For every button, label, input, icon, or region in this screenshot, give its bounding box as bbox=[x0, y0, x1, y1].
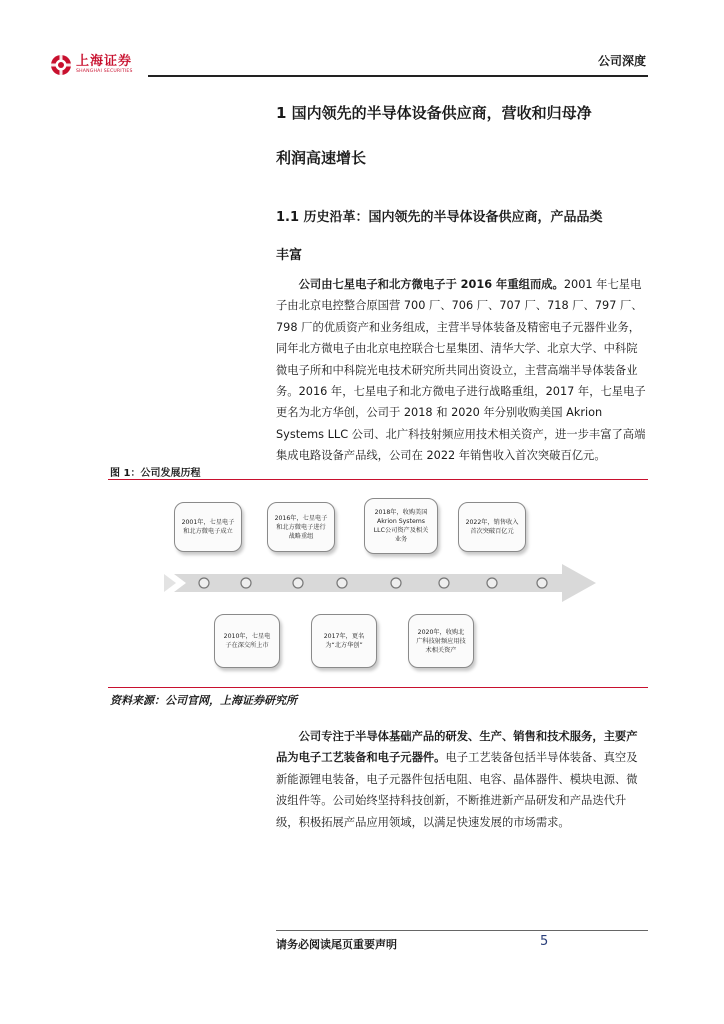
history-paragraph-body: 2001 年七星电子由北京电控整合原国营 700 厂、706 厂、707 厂、718 厂、797 厂、798 厂的优质资产和业务组成，主营半导体装备及精密电子元器件业务，同年北方微电子由北京电控联合七星集团、清华大学、北京大学、中科院微电子所和中科院光电技术研究所共同出资设立，主营高端半导体装备业务。2016 年，七星电子和北方微电子进行战略重组，2017 年，七星电子更名为北方华创，公司于 2018 和 2020 年分别收购美国 Akrion Systems LLC 公司、北广科技射频应用技术相关资产，进一步丰富了高端集成电路设备产品线，公司在 2022 年销售收入首次突破百亿元。 bbox=[276, 278, 646, 463]
section-1-1-title-line-1: 1.1 历史沿革：国内领先的半导体设备供应商，产品品类 bbox=[276, 210, 603, 225]
company-logo bbox=[50, 54, 133, 76]
timeline-arrow-body bbox=[174, 564, 596, 602]
section-1-1-title-line-2: 丰富 bbox=[276, 248, 303, 263]
footer-disclaimer: 请务必阅读尾页重要声明 bbox=[276, 938, 397, 951]
logo-mark-icon bbox=[50, 54, 72, 76]
timeline-event-2017: 2017年，更名为“北方华创” bbox=[311, 614, 377, 668]
business-paragraph bbox=[276, 726, 648, 833]
timeline-dot bbox=[293, 578, 303, 588]
logo-text-cn: 上海证券 bbox=[76, 54, 133, 69]
business-paragraph-lead: 公司专注于半导体基础产品的研发、生产、销售和技术服务，主要产品为电子工艺装备和电子元器件。 bbox=[276, 730, 638, 765]
report-type-label: 公司深度 bbox=[597, 54, 646, 68]
section-1-title-line-1: 1 国内领先的半导体设备供应商，营收和归母净 bbox=[276, 104, 592, 122]
timeline-dot bbox=[199, 578, 209, 588]
section-1-title-line-2: 利润高速增长 bbox=[276, 149, 367, 167]
timeline-event-2001: 2001年，七星电子和北方微电子成立 bbox=[174, 502, 242, 552]
figure-top-rule bbox=[108, 479, 648, 480]
history-paragraph bbox=[276, 274, 648, 467]
timeline-dot bbox=[337, 578, 347, 588]
footer-divider bbox=[276, 930, 648, 931]
timeline-event-2010: 2010年，七星电子在深交所上市 bbox=[214, 614, 280, 668]
timeline-arrow-tail bbox=[164, 574, 176, 592]
timeline-event-2016: 2016年，七星电子和北方微电子进行战略重组 bbox=[267, 502, 335, 552]
business-paragraph-body: 电子工艺装备包括半导体装备、真空及新能源锂电装备，电子元器件包括电阻、电容、晶体器件、模块电源、微波组件等。公司始终坚持科技创新，不断推进新产品研发和产品迭代升级，积极拓展产品应用领域，以满足快速发展的市场需求。 bbox=[276, 751, 638, 829]
timeline-arrow bbox=[162, 560, 598, 606]
timeline-dot bbox=[439, 578, 449, 588]
timeline-dot bbox=[487, 578, 497, 588]
timeline-dot bbox=[391, 578, 401, 588]
logo-text-en: SHANGHAI SECURITIES bbox=[76, 69, 133, 74]
timeline-event-2022: 2022年，销售收入首次突破百亿元 bbox=[458, 502, 526, 552]
figure-bottom-rule bbox=[108, 687, 648, 688]
timeline-dot bbox=[241, 578, 251, 588]
timeline-event-2018: 2018年，收购美国 Akrion Systems LLC公司资产及相关业务 bbox=[364, 498, 438, 554]
figure-1-source: 资料来源：公司官网，上海证券研究所 bbox=[110, 694, 297, 707]
figure-1-title: 图 1：公司发展历程 bbox=[110, 468, 201, 479]
timeline-event-2020: 2020年，收购北广科技射频应用技术相关资产 bbox=[408, 614, 474, 668]
timeline-dot bbox=[537, 578, 547, 588]
header-divider bbox=[148, 75, 648, 77]
history-paragraph-lead: 公司由七星电子和北方微电子于 2016 年重组而成。 bbox=[298, 278, 564, 291]
page-number: 5 bbox=[540, 934, 549, 949]
